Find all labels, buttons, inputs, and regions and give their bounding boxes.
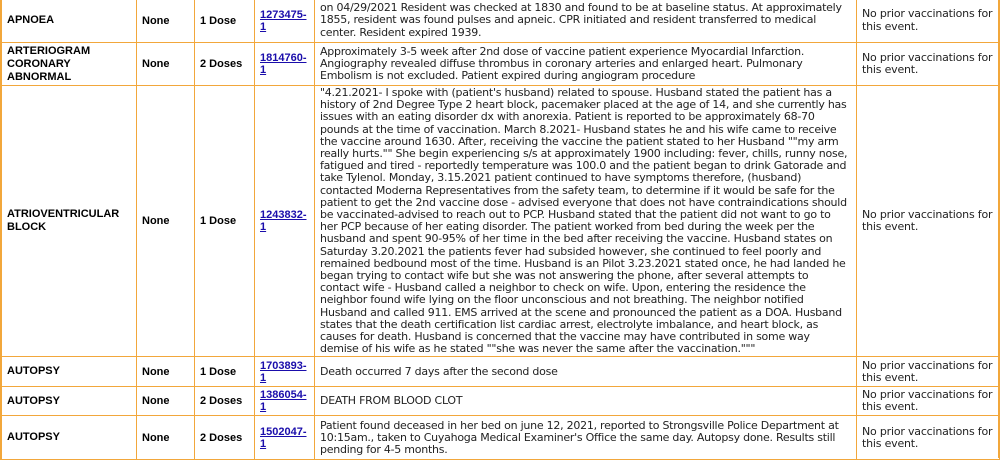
event-description: Death occurred 7 days after the second dose (315, 357, 857, 387)
vaers-id-link[interactable]: 1273475-1 (260, 8, 307, 33)
event-description: Patient found deceased in her bed on june 12, 2021, reported to Strongsville Police Department at 10:15am., taken to Cuyahoga Medical Examiner's Office the same day. Autopsy done. Results still pending for 4-5 months. (315, 416, 857, 460)
vaccination-history: No prior vaccinations for this event. (857, 357, 1000, 387)
prior-vaccination: None (137, 43, 195, 86)
symptom-term: AUTOPSY (2, 416, 137, 460)
vaers-id-link[interactable]: 1386054-1 (260, 389, 307, 414)
prior-vaccination: None (137, 416, 195, 460)
table-row (2, 86, 1000, 357)
event-description: on 04/29/2021 Resident was checked at 1830 and found to be at baseline status. At approximately 1855, resident was found pulses and apneic. CPR initiated and resident transferred to medical center. Resident expired 1939. (315, 0, 857, 43)
dose-count: 1 Dose (195, 0, 255, 43)
prior-vaccination: None (137, 357, 195, 387)
table-row (2, 416, 1000, 460)
event-description: DEATH FROM BLOOD CLOT (315, 387, 857, 416)
dose-count: 2 Doses (195, 43, 255, 86)
events-table (1, 0, 1000, 460)
symptom-term: APNOEA (2, 0, 137, 43)
vaers-id-link[interactable]: 1243832-1 (260, 209, 307, 234)
vaers-id-cell (255, 416, 315, 460)
table-row (2, 43, 1000, 86)
vaers-id-link[interactable]: 1502047-1 (260, 425, 307, 450)
prior-vaccination: None (137, 387, 195, 416)
vaers-id-cell (255, 0, 315, 43)
vaccination-history: No prior vaccinations for this event. (857, 416, 1000, 460)
dose-count: 1 Dose (195, 357, 255, 387)
symptom-term: AUTOPSY (2, 357, 137, 387)
event-description: "4.21.2021- I spoke with (patient's husband) related to spouse. Husband stated the patient has a history of 2nd Degree Type 2 heart block, pacemaker placed at the age of 14, and she currently has issues with an eating disorder dx with anorexia. Patient is reported to be approximately 68-70 pounds at the time of vaccination. March 8.2021- Husband states he and his wife came to receive the vaccine around 1630. After, receiving the vaccine the patient stated to her Husband ""my arm really hurts."" She begin experiencing s/s at approximately 1900 including: fever, chills, runny nose, fatigued and tired - reportedly temperature was 100.0 and the patient began to drink Gatorade and take Tylenol. Monday, 3.15.2021 patient continued to have symptoms therefore, (husband) contacted Moderna Representatives from the safety team, to determine if it would be safe for the patient to get the 2nd vaccine dose - advised everyone that does not have contraindications should be vaccinated-advised to reach out to PCP. Husband stated that the patient did not want to go to her PCP because of her eating disorder. The patient worked from bed during the week per the husband and spent 90-95% of her time in the bed after receiving the vaccine. Husband states on Saturday 3.20.2021 the patients fever had subsided however, she continued to feel poorly and remained bedbound most of the time. Husband is an Pilot 3.23.2021 stated once, he had landed he began trying to contact wife but she was not answering the phone, after several attempts to contact wife - Husband called a neighbor to check on wife. Upon, entering the residence the neighbor found wife lying on the floor unconscious and not breathing. The neighbor notified Husband and called 911. EMS arrived at the scene and pronounced the patient as a DOA. Husband states that the death certification list cardiac arrest, electrolyte imbalance, and heart block, as causes for death. Husband is concerned that the vaccine may have contributed in some way demise of his wife as he stated ""she was never the same after the vaccination.""" (315, 86, 857, 357)
dose-count: 2 Doses (195, 416, 255, 460)
symptom-term: ATRIOVENTRICULAR BLOCK (2, 86, 137, 357)
dose-count: 2 Doses (195, 387, 255, 416)
symptom-term: ARTERIOGRAM CORONARY ABNORMAL (2, 43, 137, 86)
vaccination-history: No prior vaccinations for this event. (857, 43, 1000, 86)
table-row (2, 357, 1000, 387)
vaers-id-cell (255, 387, 315, 416)
prior-vaccination: None (137, 86, 195, 357)
vaers-id-cell (255, 43, 315, 86)
prior-vaccination: None (137, 0, 195, 43)
vaers-id-cell (255, 357, 315, 387)
table-row (2, 387, 1000, 416)
vaccination-history: No prior vaccinations for this event. (857, 0, 1000, 43)
vaccination-history: No prior vaccinations for this event. (857, 387, 1000, 416)
symptom-term: AUTOPSY (2, 387, 137, 416)
table-row (2, 0, 1000, 43)
event-description: Approximately 3-5 week after 2nd dose of vaccine patient experience Myocardial Infarction. Angiography revealed diffuse thrombus in coronary arteries and enlarged heart. Pulmonary Embolism is not excluded. Patient expired during angiogram procedure (315, 43, 857, 86)
vaers-id-cell (255, 86, 315, 357)
dose-count: 1 Dose (195, 86, 255, 357)
vaers-id-link[interactable]: 1703893-1 (260, 359, 307, 384)
vaers-id-link[interactable]: 1814760-1 (260, 52, 307, 76)
vaccination-history: No prior vaccinations for this event. (857, 86, 1000, 357)
